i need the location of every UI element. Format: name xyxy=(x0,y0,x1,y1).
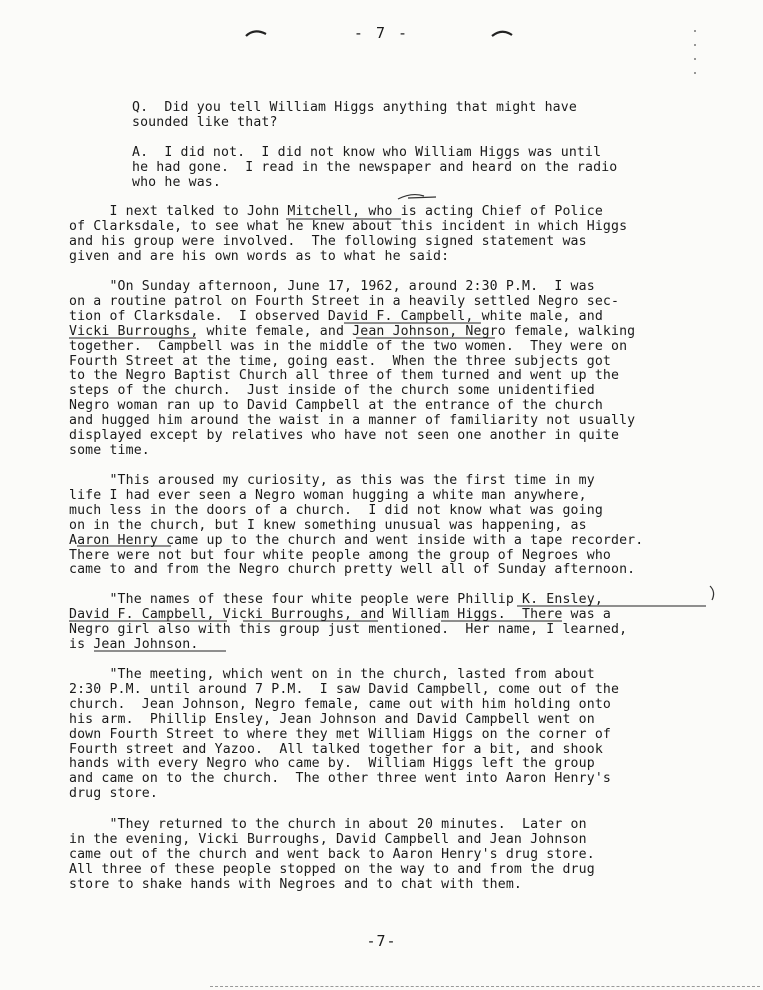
statement-paragraph-2: "This aroused my curiosity, as this was the first time in my life I had ever seen a Negro woman hugging a white man anywhere, much less in the doors of a church. I did not know what was going on in the church, but I knew something unusual was happening, as Aaron Henry came up to the church and went inside with a tape recorder. There were not but four white people among the group of Negroes who came to and from the Negro church pretty well all of Sunday afternoon. xyxy=(69,473,644,578)
page-number-header: - 7 - xyxy=(353,24,410,42)
statement-paragraph-4: "The meeting, which went on in the church, lasted from about 2:30 P.M. until around 7 P.M. I saw David Campbell, come out of the church. Jean Johnson, Negro female, came out with him holding onto his arm. Phillip Ensley, Jean Johnson and David Campbell went on down Fourth Street to where they met William Higgs on the corner of Fourth street and Yazoo. All talked together for a bit, and shook hands with every Negro who came by. William Higgs left the group and came on to the church. The other three went into Aaron Henry's drug store. xyxy=(69,667,620,802)
statement-paragraph-5: "They returned to the church in about 20 minutes. Later on in the evening, Vicki Burroughs, David Campbell and Jean Johnson came out of the church and went back to Aaron Henry's drug store. All three of these people stopped on the way to and from the drug store to shake hands with Negroes and to chat with them. xyxy=(69,817,595,892)
question-paragraph: Q. Did you tell William Higgs anything that might have sounded like that? xyxy=(132,100,577,130)
intro-paragraph: I next talked to John Mitchell, who is acting Chief of Police of Clarksdale, to see what he knew about this incident in which Higgs and his group were involved. The following signed statement was given and are his own words as to what he said: xyxy=(69,204,628,264)
statement-paragraph-3: "The names of these four white people were Phillip K. Ensley, David F. Campbell, Vicki Burroughs, and William Higgs. There was a Negro girl also with this group just mentioned. Her name, I learned, is Jean Johnson. xyxy=(69,592,628,652)
answer-paragraph: A. I did not. I did not know who William Higgs was until he had gone. I read in the newspaper and heard on the radio who he was. xyxy=(132,145,618,190)
bottom-edge-rule xyxy=(210,986,760,987)
statement-paragraph-1: "On Sunday afternoon, June 17, 1962, around 2:30 P.M. I was on a routine patrol on Fourth Street in a heavily settled Negro sec- tion of Clarksdale. I observed David F. Campbell, white male, and Vicki Burroughs, white female, and Jean Johnson, Negro female, walking together. Campbell was in the middle of the two women. They were on Fourth Street at the time, going east. When the three subjects got to the Negro Baptist Church all three of them turned and went up the steps of the church. Just inside of the church some unidentified Negro woman ran up to David Campbell at the entrance of the church and hugged him around the waist in a manner of familiarity not usually displayed except by relatives who have not seen one another in quite some time. xyxy=(69,279,636,458)
page-number-footer: -7- xyxy=(366,932,397,950)
margin-dots xyxy=(694,30,700,86)
